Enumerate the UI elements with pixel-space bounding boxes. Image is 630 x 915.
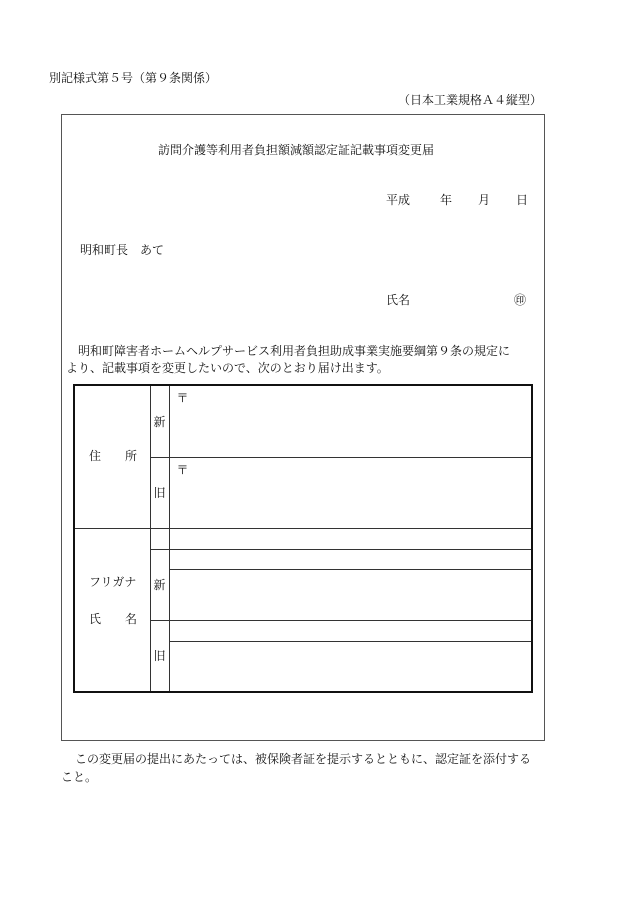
furigana-old-field[interactable] [169,620,532,641]
address-label-cell [74,385,150,528]
address-label: 住 所 [89,449,138,463]
postal-mark-new: 〒 [176,391,189,405]
name-new-field[interactable] [169,569,532,620]
address-new-label: 新 [150,385,169,457]
paper-size-note: （日本工業規格Ａ４縦型） [398,93,543,107]
name-label-cell [74,528,150,692]
body-text-line2: より、記載事項を変更したいので、次のとおり届け出ます。 [66,361,389,375]
footnote-line1: この変更届の提出にあたっては、被保険者証を提示するとともに、認定証を添付する [75,752,532,766]
addressee: 明和町長 あて [80,243,165,257]
date-day: 日 [516,193,529,207]
form-number: 別記様式第５号（第９条関係） [49,71,218,85]
furigana-new-field[interactable] [169,549,532,569]
name-old-label: 旧 [150,620,169,692]
address-old-label: 旧 [150,457,169,528]
name-old-field[interactable] [169,641,532,692]
shimei-label: 氏 名 [89,611,138,626]
footnote-line2: こと。 [61,770,98,784]
address-new-field[interactable] [169,385,532,457]
name-new-label: 新 [150,549,169,620]
form-title: 訪問介護等利用者負担額減額認定証記載事項変更届 [158,143,435,157]
address-old-field[interactable] [169,457,532,528]
spacer-cell-1 [150,528,169,549]
seal-mark: ㊞ [514,293,527,307]
furigana-label: フリガナ [89,574,137,589]
date-year: 年 [440,193,453,207]
spacer-field-1 [169,528,532,549]
postal-mark-old: 〒 [176,462,189,477]
body-text-line1: 明和町障害者ホームヘルプサービス利用者負担助成事業実施要綱第９条の規定に [78,344,511,358]
date-era: 平成 [386,193,411,207]
applicant-name-label: 氏名 [386,293,411,307]
change-table [73,384,533,693]
date-month: 月 [478,193,491,207]
